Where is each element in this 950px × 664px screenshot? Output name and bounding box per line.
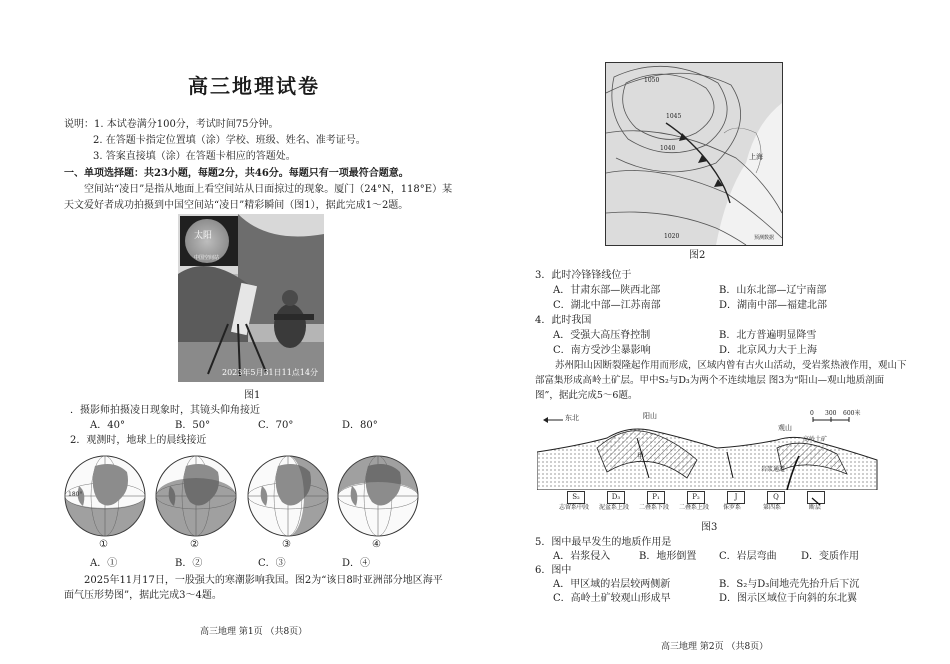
instruction-1: 说明：1. 本试卷满分100分，考试时间75分钟。 xyxy=(64,119,279,130)
section-label-tunnel: 岩浆通道 xyxy=(761,466,786,473)
instruction-3: 3. 答案直接填（涂）在答题卡相应的答题处。 xyxy=(93,151,296,162)
q6-option-d: D．图示区域位于向斜的东北翼 xyxy=(719,593,858,604)
scale-label-600: 600米 xyxy=(843,410,861,417)
figure-3-section xyxy=(537,408,887,490)
q1-option-c: C．70° xyxy=(258,420,294,431)
scale-label-300: 300 xyxy=(825,410,837,417)
q1-option-a: A．40° xyxy=(90,420,125,431)
inset-frame xyxy=(180,216,238,266)
q6-stem: 6．图中 xyxy=(535,565,572,576)
q2-option-c: C．③ xyxy=(258,558,286,569)
legend-symbol-p1: P₁ xyxy=(647,491,665,504)
page-2-footer: 高三地理 第2页 （共8页） xyxy=(661,642,769,652)
q6-option-a: A．甲区域的岩层较两侧新 xyxy=(553,579,671,590)
q3-option-c: C．湖北中部—江苏南部 xyxy=(553,300,661,311)
legend-symbol-p2: P₂ xyxy=(687,491,705,504)
legend-symbol-j: J xyxy=(727,491,745,504)
page-1-footer: 高三地理 第1页 （共8页） xyxy=(200,627,308,637)
intro-line-1: 空间站“凌日”是指从地面上看空间站从日面掠过的现象。厦门（24°N，118°E）某 xyxy=(84,184,453,195)
intro3-line-2: 部富集形成高岭土矿层。甲中S₂与D₃为两个不连续地层 图3为“阳山—观山地质剖面 xyxy=(535,375,885,386)
q3-option-d: D．湖南中部—福建北部 xyxy=(719,300,828,311)
globe-3 xyxy=(248,456,328,536)
section-label-jia: 甲 xyxy=(637,452,644,460)
instruction-2: 2. 在答题卡指定位置填（涂）学校、班级、姓名、准考证号。 xyxy=(93,135,366,146)
intro-line-2: 天文爱好者成功拍摄到中国空间站“凌日”精彩瞬间（图1），据此完成1～2题。 xyxy=(64,200,409,211)
q1-option-d: D．80° xyxy=(342,420,378,431)
section-label-kaolin: 高岭土矿 xyxy=(803,436,828,443)
q6-option-b: B．S₂与D₃间地壳先抬升后下沉 xyxy=(719,579,860,590)
globe-diagrams xyxy=(60,448,420,552)
figure-2-caption: 图2 xyxy=(689,250,706,261)
isobar-label-1045: 1045 xyxy=(666,113,682,120)
figure-1-caption: 图1 xyxy=(244,390,261,401)
page-title: 高三地理试卷 xyxy=(188,74,320,98)
inset-sun-label: 太阳 xyxy=(194,231,213,241)
legend-label-q: 第四系 xyxy=(763,504,782,511)
scale-label-0: 0 xyxy=(810,410,814,417)
map-corner-label: 预测数据 xyxy=(754,235,775,241)
figure-1-photo xyxy=(178,214,324,382)
q5-option-a: A．岩浆侵入 xyxy=(553,551,611,562)
intro3-line-1: 苏州阳山因断裂隆起作用而形成，区域内曾有古火山活动，受岩浆热液作用，观山下 xyxy=(555,360,907,371)
intro2-line-1: 2025年11月17日，一股强大的寒潮影响我国。图2为“该日8时亚洲部分地区海平 xyxy=(84,575,443,586)
q2-stem: 2．观测时，地球上的晨线接近 xyxy=(70,435,207,446)
q3-option-a: A．甘肃东部—陕西北部 xyxy=(553,285,661,296)
q1-stem: ．摄影师拍摄凌日现象时，其镜头仰角接近 xyxy=(70,405,260,416)
q2-option-d: D．④ xyxy=(342,558,371,569)
q2-option-b: B．② xyxy=(175,558,203,569)
globe-2 xyxy=(156,456,236,536)
legend-symbol-d3: D₃ xyxy=(607,491,625,504)
q1-option-b: B．50° xyxy=(175,420,211,431)
photo-timestamp: 2023年5月31日11点14分 xyxy=(222,368,318,377)
q5-option-b: B．地形倒置 xyxy=(639,551,697,562)
legend-label-p1: 二叠系下段 xyxy=(639,504,670,511)
legend-symbol-s2: S₂ xyxy=(567,491,585,504)
inset-station-label: 中国空间站 xyxy=(194,255,220,261)
city-label-shanghai: 上海 xyxy=(749,153,763,161)
q4-option-d: D．北京风力大于上海 xyxy=(719,345,818,356)
figure-3-caption: 图3 xyxy=(701,522,718,533)
legend-label-d3: 泥盆系上段 xyxy=(599,504,630,511)
q6-option-c: C．高岭土矿较观山形成早 xyxy=(553,593,671,604)
globe-label-4: ④ xyxy=(372,539,381,550)
q4-stem: 4．此时我国 xyxy=(535,315,592,326)
q3-stem: 3．此时冷锋锋线位于 xyxy=(535,270,632,281)
q5-option-c: C．岩层弯曲 xyxy=(719,551,777,562)
figure-3-legend xyxy=(559,491,857,515)
section-label-north: 东北 xyxy=(565,414,579,422)
intro2-line-2: 面气压形势图”，据此完成3～4题。 xyxy=(64,590,222,601)
q2-option-a: A．① xyxy=(90,558,118,569)
legend-label-p2: 二叠系上段 xyxy=(679,504,710,511)
legend-symbol-q: Q xyxy=(767,491,785,504)
globe-label-2: ② xyxy=(190,539,199,550)
section-heading-1: 一、单项选择题：共23小题，每题2分，共46分。每题只有一项最符合题意。 xyxy=(64,168,409,179)
q4-option-b: B．北方普遍明显降雪 xyxy=(719,330,817,341)
globe-label-1: ① xyxy=(99,539,108,550)
isobar-label-1050: 1050 xyxy=(644,77,660,84)
q5-stem: 5．图中最早发生的地质作用是 xyxy=(535,537,672,548)
legend-label-fault: 断层 xyxy=(809,504,822,511)
exam-page-2 xyxy=(475,0,950,664)
intro3-line-3: 图”，据此完成5～6题。 xyxy=(535,390,638,401)
section-label-yangshan: 阳山 xyxy=(643,412,657,420)
globe-4 xyxy=(338,456,418,536)
section-label-guanshan: 观山 xyxy=(778,424,792,432)
isobar-label-1040: 1040 xyxy=(660,145,676,152)
globe-label-3: ③ xyxy=(282,539,291,550)
legend-symbol-fault-icon xyxy=(807,491,825,504)
q3-option-b: B．山东北部—辽宁南部 xyxy=(719,285,827,296)
figure-2-map xyxy=(605,62,783,246)
legend-label-s2: 志留系中段 xyxy=(559,504,590,511)
q4-option-c: C．南方受沙尘暴影响 xyxy=(553,345,651,356)
q4-option-a: A．受强大高压脊控制 xyxy=(553,330,651,341)
svg-text:180°: 180° xyxy=(68,491,83,498)
isobar-label-1020: 1020 xyxy=(664,233,680,240)
legend-label-j: 侏罗系 xyxy=(723,504,742,511)
q5-option-d: D．变质作用 xyxy=(801,551,860,562)
